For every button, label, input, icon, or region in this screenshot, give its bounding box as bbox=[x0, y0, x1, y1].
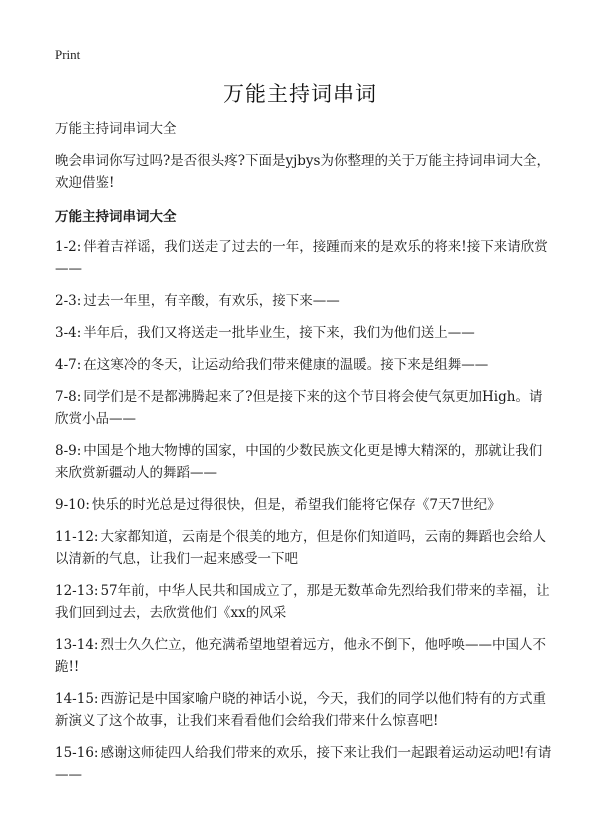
list-item bbox=[55, 322, 555, 344]
entry-text: 大家都知道，云南是个很美的地方，但是你们知道吗，云南的舞蹈也会给人以清新的气息，让我们一起来感受一下吧 bbox=[55, 529, 546, 567]
entry-text: 同学们是不是都沸腾起来了?但是接下来的这个节目将会使气氛更加High。请欣赏小品—— bbox=[55, 389, 543, 427]
entry-text: 过去一年里，有辛酸，有欢乐，接下来—— bbox=[83, 293, 340, 309]
entry-text: 烈士久久伫立，他充满希望地望着远方，他永不倒下，他呼唤——中国人不跪!! bbox=[55, 637, 546, 675]
list-item bbox=[55, 290, 555, 312]
entry-range: 8-9: bbox=[55, 443, 82, 459]
entry-list bbox=[55, 236, 555, 786]
entry-range: 13-14: bbox=[55, 637, 99, 653]
list-item bbox=[55, 440, 555, 484]
list-item bbox=[55, 354, 555, 376]
entry-range: 15-16: bbox=[55, 745, 99, 761]
list-item bbox=[55, 526, 555, 570]
entry-text: 中国是个地大物博的国家，中国的少数民族文化更是博大精深的，那就让我们来欣赏新疆动人的舞蹈—— bbox=[55, 443, 543, 481]
list-item bbox=[55, 386, 555, 430]
section-heading: 万能主持词串词大全 bbox=[55, 209, 177, 225]
entry-text: 在这寒冷的冬天，让运动给我们带来健康的温暖。接下来是组舞—— bbox=[83, 357, 489, 373]
entry-text: 57年前，中华人民共和国成立了，那是无数革命先烈给我们带来的幸福，让我们回到过去，去欣赏他们《xx的风采 bbox=[55, 583, 550, 621]
entry-range: 3-4: bbox=[55, 325, 82, 341]
entry-text: 半年后，我们又将送走一批毕业生，接下来，我们为他们送上—— bbox=[83, 325, 475, 341]
entry-text: 伴着吉祥谣，我们送走了过去的一年，接踵而来的是欢乐的将来!接下来请欣赏—— bbox=[55, 239, 548, 277]
list-item bbox=[55, 634, 555, 678]
entry-range: 1-2: bbox=[55, 239, 82, 255]
list-item bbox=[55, 236, 555, 280]
entry-range: 12-13: bbox=[55, 583, 99, 599]
list-item bbox=[55, 742, 555, 786]
list-item bbox=[55, 688, 555, 732]
entry-range: 11-12: bbox=[55, 529, 99, 545]
subtitle: 万能主持词串词大全 bbox=[55, 121, 177, 137]
entry-text: 西游记是中国家喻户晓的神话小说，今天，我们的同学以他们特有的方式重新演义了这个故事，让我们来看看他们会给我们带来什么惊喜吧! bbox=[55, 691, 546, 729]
entry-range: 4-7: bbox=[55, 357, 82, 373]
entry-text: 快乐的时光总是过得很快，但是，希望我们能将它保存《7天7世纪》 bbox=[91, 497, 501, 513]
entry-text: 感谢这师徒四人给我们带来的欢乐，接下来让我们一起跟着运动运动吧!有请—— bbox=[55, 745, 552, 783]
intro-paragraph: 晚会串词你写过吗?是否很头疼?下面是yjbys为你整理的关于万能主持词串词大全，欢迎借鉴! bbox=[55, 153, 550, 191]
list-item bbox=[55, 580, 555, 624]
entry-range: 2-3: bbox=[55, 293, 82, 309]
list-item bbox=[55, 494, 555, 516]
document-body bbox=[55, 118, 555, 796]
entry-range: 9-10: bbox=[55, 497, 90, 513]
entry-range: 7-8: bbox=[55, 389, 82, 405]
print-link[interactable]: Print bbox=[55, 47, 81, 62]
entry-range: 14-15: bbox=[55, 691, 99, 707]
page-title: 万能主持词串词 bbox=[223, 82, 377, 106]
